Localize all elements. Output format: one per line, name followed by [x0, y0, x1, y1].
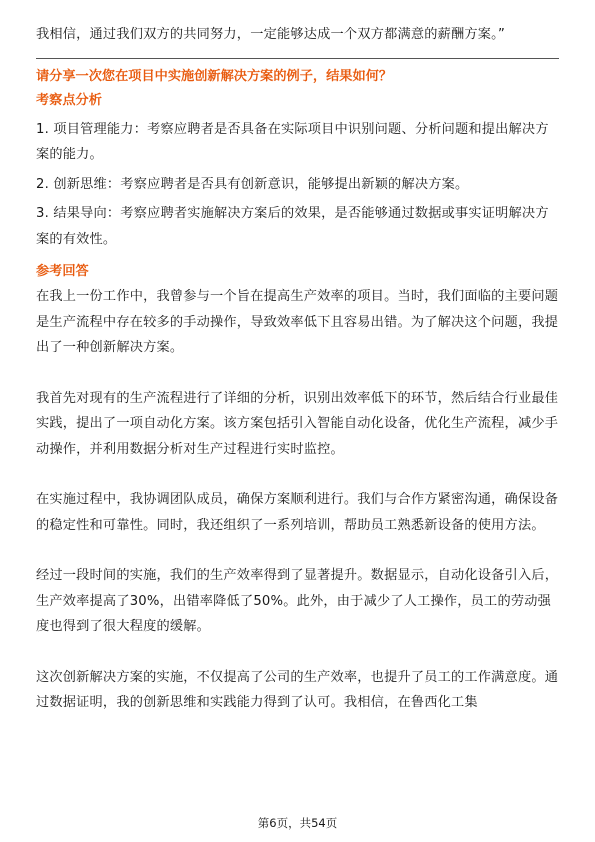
section-divider [36, 58, 559, 59]
intro-line: 我相信，通过我们双方的共同努力，一定能够达成一个双方都满意的薪酬方案。” [36, 27, 505, 42]
analysis-heading: 考察点分析 [36, 92, 102, 108]
question-title: 请分享一次您在项目中实施创新解决方案的例子，结果如何？ [36, 68, 393, 84]
reference-heading: 参考回答 [36, 264, 89, 279]
analysis-item: 3. 结果导向：考察应聘者实施解决方案后的效果，是否能够通过数据或事实证明解决方案的有效性。 [36, 206, 549, 247]
reference-paragraph: 在我上一份工作中，我曾参与一个旨在提高生产效率的项目。当时，我们面临的主要问题是生产流程中存在较多的手动操作，导致效率低下且容易出错。为了解决这个问题，我提出了一种创新解决方案。 [36, 289, 559, 355]
reference-paragraph: 经过一段时间的实施，我们的生产效率得到了显著提升。数据显示，自动化设备引入后，生产效率提高了30%，出错率降低了50%。此外，由于减少了人工操作，员工的劳动强度也得到了很大程度的缓解。 [36, 568, 559, 634]
reference-paragraph: 我首先对现有的生产流程进行了详细的分析，识别出效率低下的环节，然后结合行业最佳实践，提出了一项自动化方案。该方案包括引入智能自动化设备，优化生产流程，减少手动操作，并利用数据分析对生产过程进行实时监控。 [36, 390, 559, 457]
reference-paragraph: 这次创新解决方案的实施，不仅提高了公司的生产效率，也提升了员工的工作满意度。通过数据证明，我的创新思维和实践能力得到了认可。我相信，在鲁西化工集 [36, 669, 559, 710]
reference-paragraph: 在实施过程中，我协调团队成员，确保方案顺利进行。我们与合作方紧密沟通，确保设备的稳定性和可靠性。同时，我还组织了一系列培训，帮助员工熟悉新设备的使用方法。 [36, 492, 559, 533]
analysis-item: 2. 创新思维：考察应聘者是否具有创新意识，能够提出新颖的解决方案。 [36, 176, 469, 192]
page-footer: 第6页，共54页 [257, 816, 338, 830]
analysis-item: 1. 项目管理能力：考察应聘者是否具备在实际项目中识别问题、分析问题和提出解决方案的能力。 [36, 121, 549, 162]
page-content [36, 22, 559, 716]
